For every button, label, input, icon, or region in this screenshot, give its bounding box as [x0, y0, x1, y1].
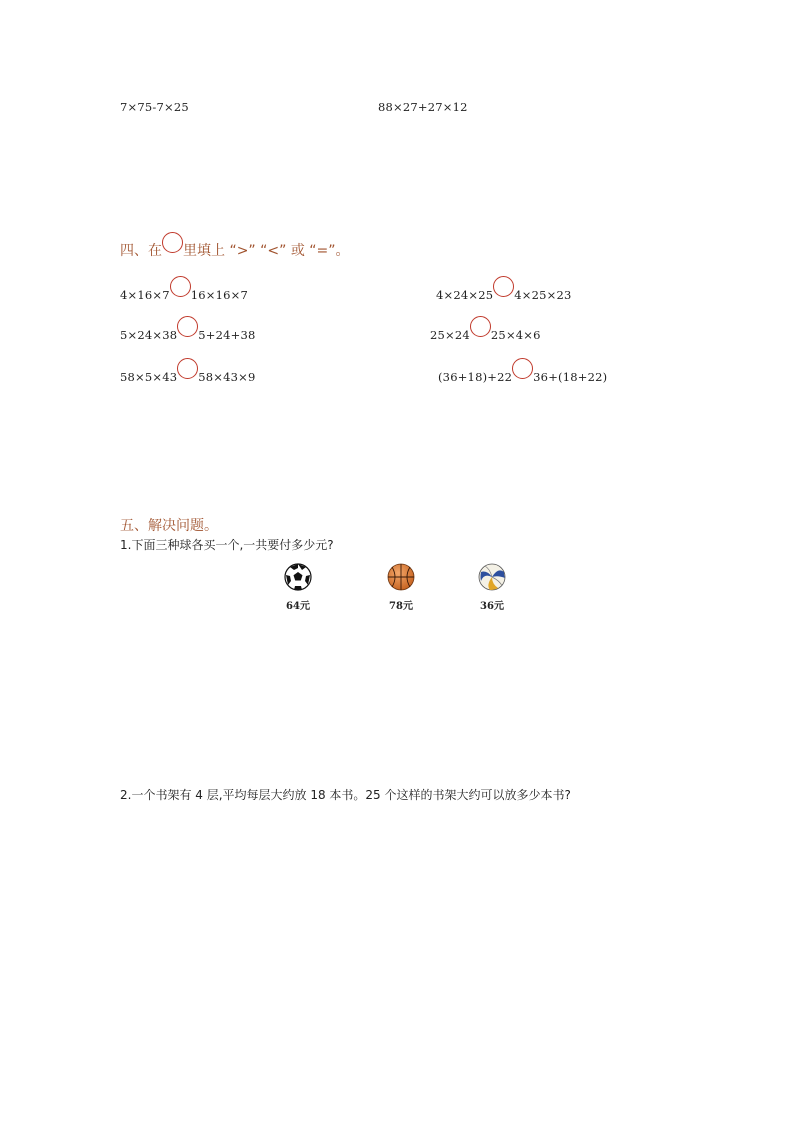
- expression-right: 88×27+27×12: [378, 100, 468, 114]
- answer-circle[interactable]: [470, 316, 491, 337]
- answer-circle[interactable]: [493, 276, 514, 297]
- basketball-icon: [387, 563, 415, 591]
- compare-row-3-left: [120, 364, 256, 385]
- compare-operand: 58×43×9: [198, 370, 256, 384]
- compare-row-2-right: [430, 322, 541, 343]
- compare-operand: 5+24+38: [198, 328, 256, 342]
- comparison-circle-icon: [162, 232, 183, 253]
- soccer-ball-icon: [284, 563, 312, 591]
- answer-circle[interactable]: [512, 358, 533, 379]
- expression-left: 7×75-7×25: [120, 100, 189, 114]
- compare-operand: 36+(18+22): [533, 370, 608, 384]
- compare-operand: 4×16×7: [120, 288, 170, 302]
- compare-operand: 25×24: [430, 328, 470, 342]
- basketball-price: 78元: [389, 601, 413, 612]
- volleyball-icon: [478, 563, 506, 591]
- compare-operand: 16×16×7: [190, 288, 249, 302]
- answer-circle[interactable]: [177, 358, 198, 379]
- section5-heading: 五、解决问题。: [120, 518, 218, 534]
- compare-row-1-left: [120, 282, 248, 303]
- compare-operand: 58×5×43: [120, 370, 178, 384]
- answer-circle[interactable]: [177, 316, 198, 337]
- compare-operand: 5×24×38: [120, 328, 178, 342]
- question-1: 1.下面三种球各买一个,一共要付多少元?: [120, 538, 334, 552]
- compare-row-3-right: [438, 364, 607, 385]
- volleyball-price: 36元: [480, 601, 504, 612]
- compare-row-2-left: [120, 322, 256, 343]
- compare-row-1-right: [436, 282, 572, 303]
- compare-operand: 4×24×25: [436, 288, 494, 302]
- answer-circle[interactable]: [170, 276, 191, 297]
- compare-operand: 25×4×6: [490, 328, 541, 342]
- section4-heading-prefix: 四、在: [120, 243, 162, 259]
- soccer-ball-price: 64元: [286, 601, 310, 612]
- section4-heading-suffix: 里填上 “>” “<” 或 “=”。: [183, 243, 350, 259]
- section4-heading: [120, 238, 350, 260]
- question-2: 2.一个书架有 4 层,平均每层大约放 18 本书。25 个这样的书架大约可以放多少本书?: [120, 788, 571, 802]
- compare-operand: 4×25×23: [514, 288, 572, 302]
- compare-operand: (36+18)+22: [438, 370, 513, 384]
